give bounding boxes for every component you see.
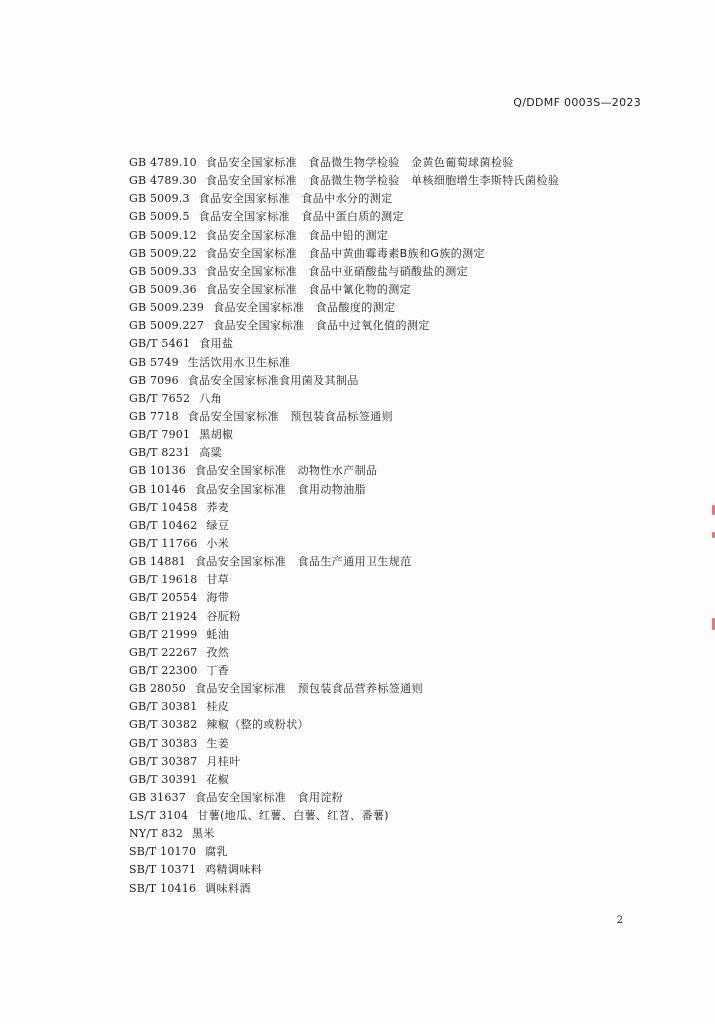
reference-code: GB/T 20554 [129,591,198,605]
reference-code: GB 5009.227 [129,319,205,333]
reference-code: GB/T 8231 [129,446,191,460]
reference-item [129,716,559,734]
reference-code: GB/T 30391 [129,772,198,786]
reference-code: GB 5009.239 [129,301,205,315]
reference-title: 生姜 [206,736,230,750]
reference-item [129,335,559,353]
reference-item [129,299,559,317]
reference-title: 海带 [206,591,230,605]
reference-code: GB 14881 [129,555,186,569]
reference-item [129,571,559,589]
reference-item [129,499,559,517]
reference-item [129,227,559,245]
reference-title: 食品安全国家标准 食品中黄曲霉毒素B族和G族的测定 [205,246,485,260]
reference-code: GB/T 19618 [129,573,198,587]
reference-item [129,807,559,825]
reference-item [129,680,559,698]
reference-item [129,553,559,571]
reference-title: 甘薯(地瓜、红薯、白薯、红苕、番薯) [197,809,389,823]
reference-item [129,462,559,480]
reference-code: GB/T 30387 [129,754,198,768]
reference-title: 食品安全国家标准 预包装食品营养标签通则 [194,682,423,696]
reference-code: GB 5009.3 [129,192,190,206]
reference-title: 食品安全国家标准 食品中氰化物的测定 [205,282,412,296]
reference-item [129,481,559,499]
reference-item [129,789,559,807]
reference-code: GB 10146 [129,482,186,496]
reference-item [129,735,559,753]
reference-title: 八角 [199,391,223,405]
reference-item [129,154,559,172]
reference-item [129,426,559,444]
reference-item [129,662,559,680]
reference-item [129,408,559,426]
reference-title: 食品安全国家标准 预包装食品标签通则 [187,409,393,423]
reference-item [129,626,559,644]
reference-title: 食品安全国家标准 食品中水分的测定 [198,192,393,206]
reference-item [129,753,559,771]
reference-title: 丁香 [206,663,230,677]
reference-code: GB/T 10462 [129,518,198,532]
reference-code: GB 7718 [129,409,179,423]
reference-title: 高粱 [199,446,223,460]
reference-item [129,208,559,226]
reference-item [129,771,559,789]
reference-item [129,861,559,879]
reference-item [129,444,559,462]
reference-title: 辣椒（整的或粉状） [206,718,310,732]
reference-title: 腐乳 [205,845,228,859]
reference-title: 食品安全国家标准 食品中蛋白质的测定 [198,210,404,224]
reference-title: 食品安全国家标准 食品微生物学检验 金黄色葡萄球菌检验 [205,156,514,169]
reference-title: 月桂叶 [206,754,241,768]
reference-title: 调味料酒 [205,881,251,895]
reference-item [129,644,559,662]
reference-title: 食品安全国家标准 食品中亚硝酸盐与硝酸盐的测定 [205,264,469,278]
reference-title: 甘草 [206,573,230,587]
reference-item [129,317,559,335]
reference-item [129,372,559,390]
reference-title: 蚝油 [206,627,230,641]
reference-code: GB/T 22267 [129,645,198,659]
reference-title: 食用盐 [199,337,234,351]
reference-code: GB 5009.5 [129,210,190,224]
reference-code: NY/T 832 [129,827,184,841]
reference-item [129,281,559,299]
reference-item [129,535,559,553]
reference-code: SB/T 10371 [129,863,197,877]
reference-code: GB/T 21924 [129,609,198,623]
reference-code: GB 4789.10 [129,156,197,169]
reference-code: GB 5009.22 [129,246,197,260]
reference-title: 食品安全国家标准 食品中过氧化值的测定 [213,319,430,333]
reference-title: 鸡精调味料 [205,863,263,877]
reference-title: 食品安全国家标准 食品微生物学检验 单核细胞增生李斯特氏菌检验 [205,174,560,188]
reference-title: 食品安全国家标准 食用淀粉 [194,790,344,804]
reference-title: 绿豆 [206,518,230,532]
reference-code: SB/T 10416 [129,881,197,895]
reference-title: 食品安全国家标准 食品中铅的测定 [205,228,389,242]
reference-title: 孜然 [206,645,230,659]
reference-item [129,172,559,190]
reference-item [129,245,559,263]
reference-title: 黑胡椒 [199,428,234,442]
reference-code: GB/T 7652 [129,391,191,405]
reference-title: 生活饮用水卫生标准 [187,355,291,369]
reference-item [129,263,559,281]
reference-title: 黑米 [192,827,215,841]
reference-code: GB/T 5461 [129,337,191,351]
reference-code: GB/T 10458 [129,500,198,514]
reference-code: SB/T 10170 [129,845,197,859]
reference-title: 食品安全国家标准 食用动物油脂 [194,482,366,496]
reference-title: 花椒 [206,772,230,786]
document-code: Q/DDMF 0003S—2023 [513,96,641,109]
reference-code: GB 5009.33 [129,264,197,278]
reference-code: GB 5009.12 [129,228,197,242]
reference-item [129,825,559,843]
reference-code: GB/T 30383 [129,736,198,750]
page-number: 2 [616,915,623,926]
reference-list [129,154,559,898]
reference-code: GB 4789.30 [129,174,197,188]
reference-code: GB/T 22300 [129,663,198,677]
reference-title: 食品安全国家标准 食品酸度的测定 [213,301,396,315]
reference-title: 桂皮 [206,700,230,714]
reference-code: GB 5749 [129,355,179,369]
reference-item [129,390,559,408]
reference-code: GB 5009.36 [129,282,197,296]
reference-code: GB 31637 [129,790,186,804]
reference-code: LS/T 3104 [129,809,189,823]
reference-title: 食品安全国家标准 食品生产通用卫生规范 [194,555,412,569]
reference-code: GB/T 21999 [129,627,198,641]
reference-code: GB/T 11766 [129,536,198,550]
reference-item [129,880,559,898]
reference-title: 食品安全国家标准食用菌及其制品 [187,373,359,387]
reference-item [129,843,559,861]
reference-item [129,589,559,607]
reference-code: GB/T 7901 [129,428,191,442]
reference-item [129,698,559,716]
reference-code: GB 28050 [129,682,186,696]
reference-title: 谷朊粉 [206,609,241,623]
reference-item [129,517,559,535]
reference-item [129,354,559,372]
reference-title: 食品安全国家标准 动物性水产制品 [194,464,378,478]
reference-item [129,190,559,208]
reference-code: GB/T 30381 [129,700,198,714]
reference-title: 荞麦 [206,500,230,514]
reference-code: GB 7096 [129,373,179,387]
reference-title: 小米 [206,536,230,550]
reference-code: GB 10136 [129,464,186,478]
reference-code: GB/T 30382 [129,718,198,732]
reference-item [129,608,559,626]
